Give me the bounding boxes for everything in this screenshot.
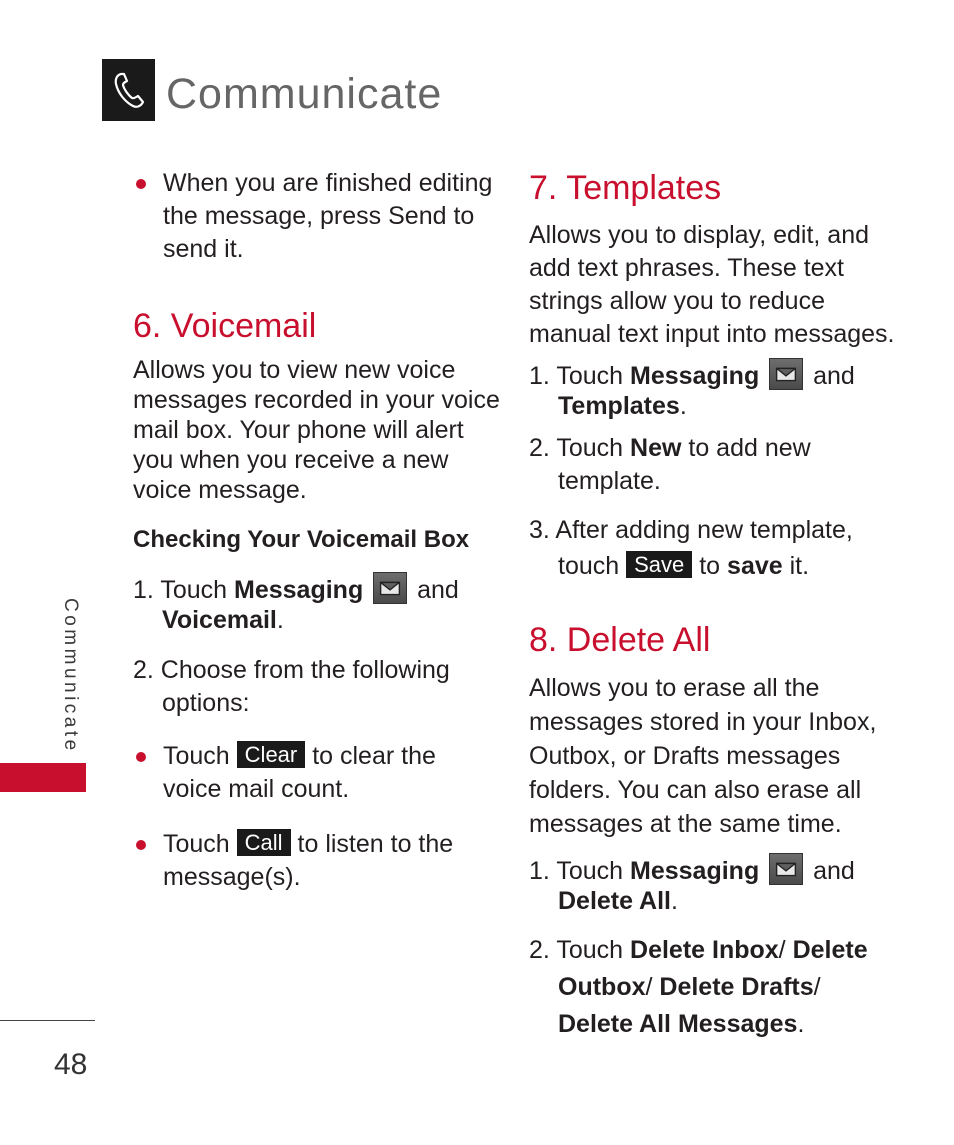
option-clear: Touch Clear to clear the voice mail count.: [163, 742, 436, 803]
voicemail-step-1: 1. Touch Messaging and Voicemail.: [133, 572, 459, 635]
bullet-icon: [136, 840, 146, 850]
voicemail-heading: 6. Voicemail: [133, 307, 317, 345]
clear-key[interactable]: Clear: [237, 741, 306, 768]
footer-divider: [0, 1020, 95, 1021]
page-number: 48: [54, 1048, 88, 1081]
intro-bullet-text: When you are finished editing the message, press Send to send it.: [163, 169, 493, 263]
templates-step-2: 2. Touch New to add new template.: [529, 434, 811, 495]
page-title: Communicate: [166, 70, 443, 118]
delete-all-step-1: 1. Touch Messaging and Delete All.: [529, 853, 855, 916]
templates-step-3: 3. After adding new template, touch Save to save it.: [529, 516, 853, 580]
delete-all-heading: 8. Delete All: [529, 621, 711, 659]
side-tab-marker: [0, 763, 86, 792]
bullet-icon: [136, 179, 146, 189]
option-call: Touch Call to listen to the message(s).: [163, 830, 454, 891]
delete-all-description: Allows you to erase all the messages stored in your Inbox, Outbox, or Drafts messages folders. You can also erase all messages at the same time.: [529, 674, 877, 838]
voicemail-step-2: 2. Choose from the following options:: [133, 656, 450, 717]
voicemail-subheading: Checking Your Voicemail Box: [133, 526, 470, 553]
templates-description: Allows you to display, edit, and add text phrases. These text strings allow you to reduce manual text input into messages.: [529, 221, 895, 348]
delete-all-step-2: 2. Touch Delete Inbox/ Delete Outbox/ Delete Drafts/ Delete All Messages.: [529, 936, 868, 1038]
envelope-icon: [373, 572, 407, 604]
templates-heading: 7. Templates: [529, 169, 722, 207]
envelope-icon: [769, 358, 803, 390]
call-key[interactable]: Call: [237, 829, 291, 856]
bullet-icon: [136, 752, 146, 762]
voicemail-description: Allows you to view new voice messages recorded in your voice mail box. Your phone will alert you when you receive a new voice message.: [133, 356, 500, 504]
envelope-icon: [769, 853, 803, 885]
save-key[interactable]: Save: [626, 551, 692, 578]
templates-step-1: 1. Touch Messaging and Templates.: [529, 358, 855, 421]
side-tab-label: Communicate: [60, 598, 81, 754]
phone-icon: [102, 59, 155, 121]
